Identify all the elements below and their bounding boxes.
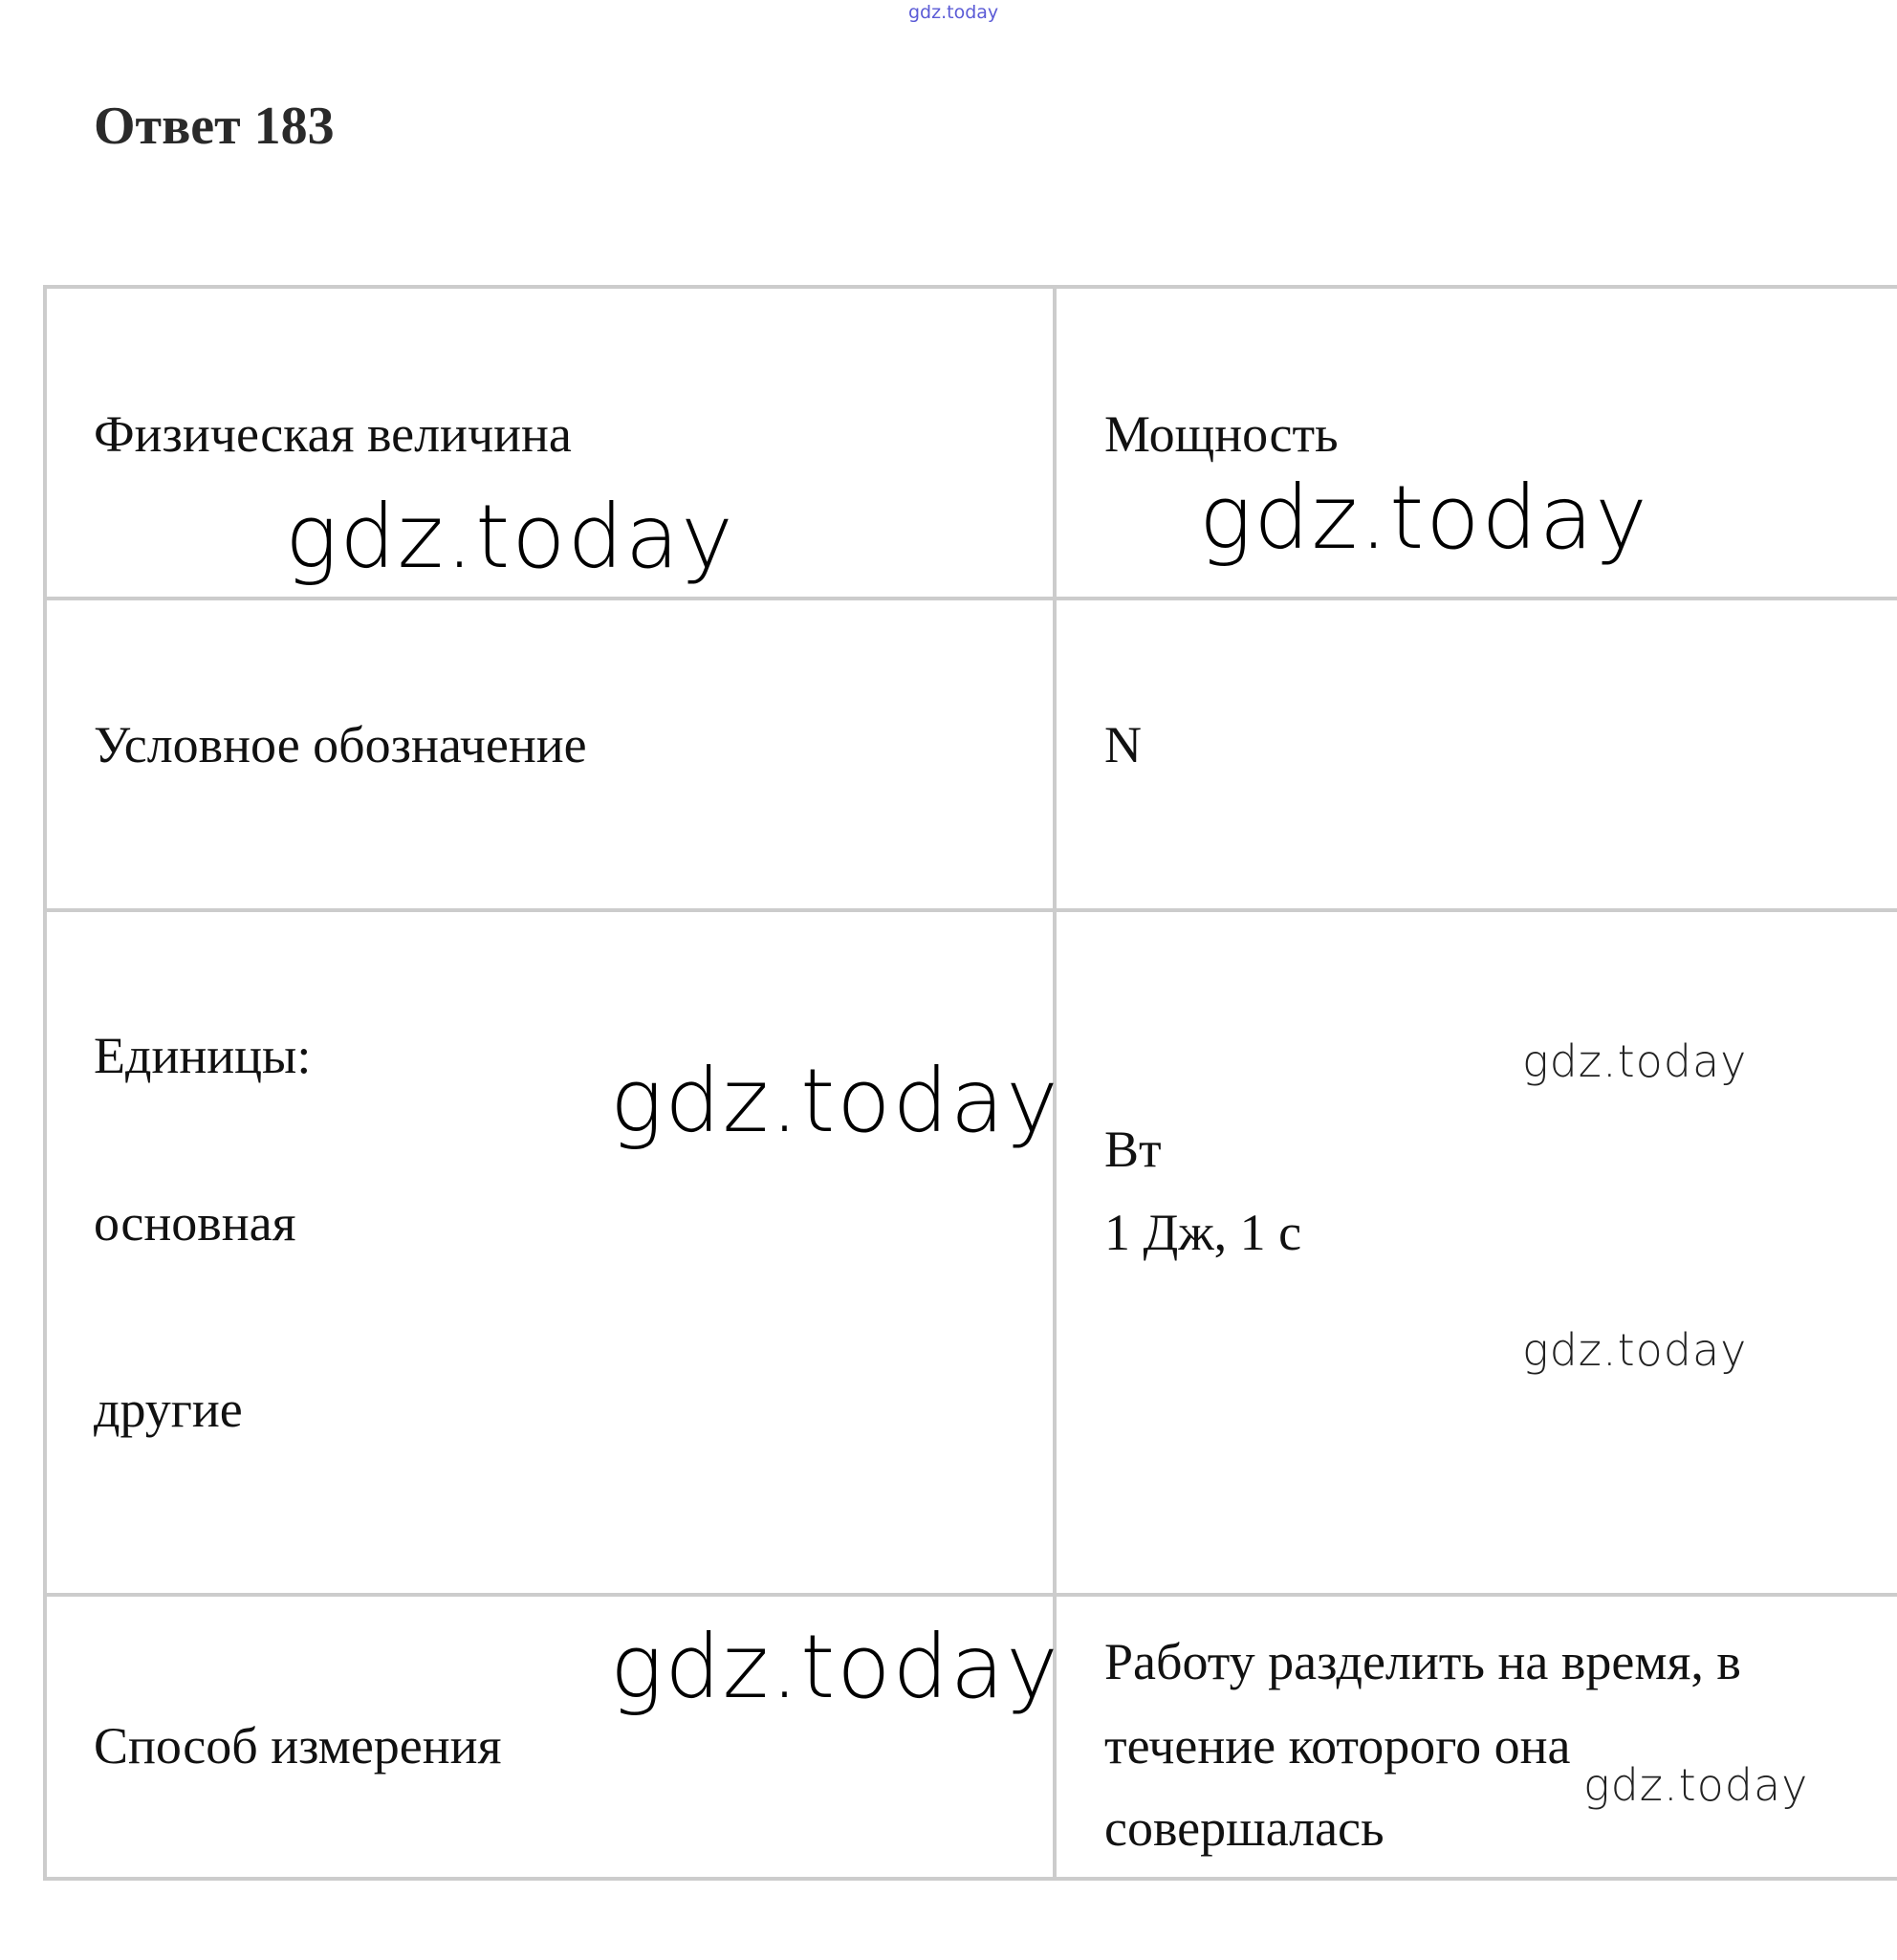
table-row-divider [43, 597, 1897, 600]
label-physical-quantity: Физическая величина [94, 405, 572, 463]
page-title: Ответ 183 [94, 97, 335, 156]
table-border-top [43, 285, 1897, 289]
table-row-divider [43, 908, 1897, 912]
table-border-left [43, 285, 47, 1881]
label-units: Единицы: [94, 1027, 312, 1084]
sublabel-main-unit: основная [94, 1194, 296, 1252]
value-other-units: 1 Дж, 1 с [1104, 1204, 1302, 1261]
watermark: gdz.today [1583, 1759, 1809, 1811]
label-symbol: Условное обозначение [94, 716, 587, 773]
sublabel-other-units: другие [94, 1381, 243, 1438]
top-watermark: gdz.today [908, 2, 999, 23]
table-row-divider [43, 1593, 1897, 1597]
value-symbol: N [1104, 716, 1142, 773]
watermark: gdz.today [285, 486, 735, 588]
watermark: gdz.today [1522, 1035, 1748, 1087]
value-measurement-method-line2: течение которого она [1104, 1717, 1571, 1775]
table-border-bottom [43, 1877, 1897, 1881]
value-physical-quantity: Мощность [1104, 405, 1339, 463]
watermark: gdz.today [1522, 1324, 1748, 1376]
label-measurement-method: Способ измерения [94, 1717, 502, 1775]
watermark: gdz.today [1199, 467, 1649, 569]
value-main-unit: Вт [1104, 1121, 1162, 1178]
watermark: gdz.today [610, 1050, 1060, 1152]
watermark: gdz.today [610, 1616, 1060, 1718]
value-measurement-method-line3: совершалась [1104, 1799, 1385, 1857]
value-measurement-method-line1: Работу разделить на время, в [1104, 1633, 1741, 1690]
